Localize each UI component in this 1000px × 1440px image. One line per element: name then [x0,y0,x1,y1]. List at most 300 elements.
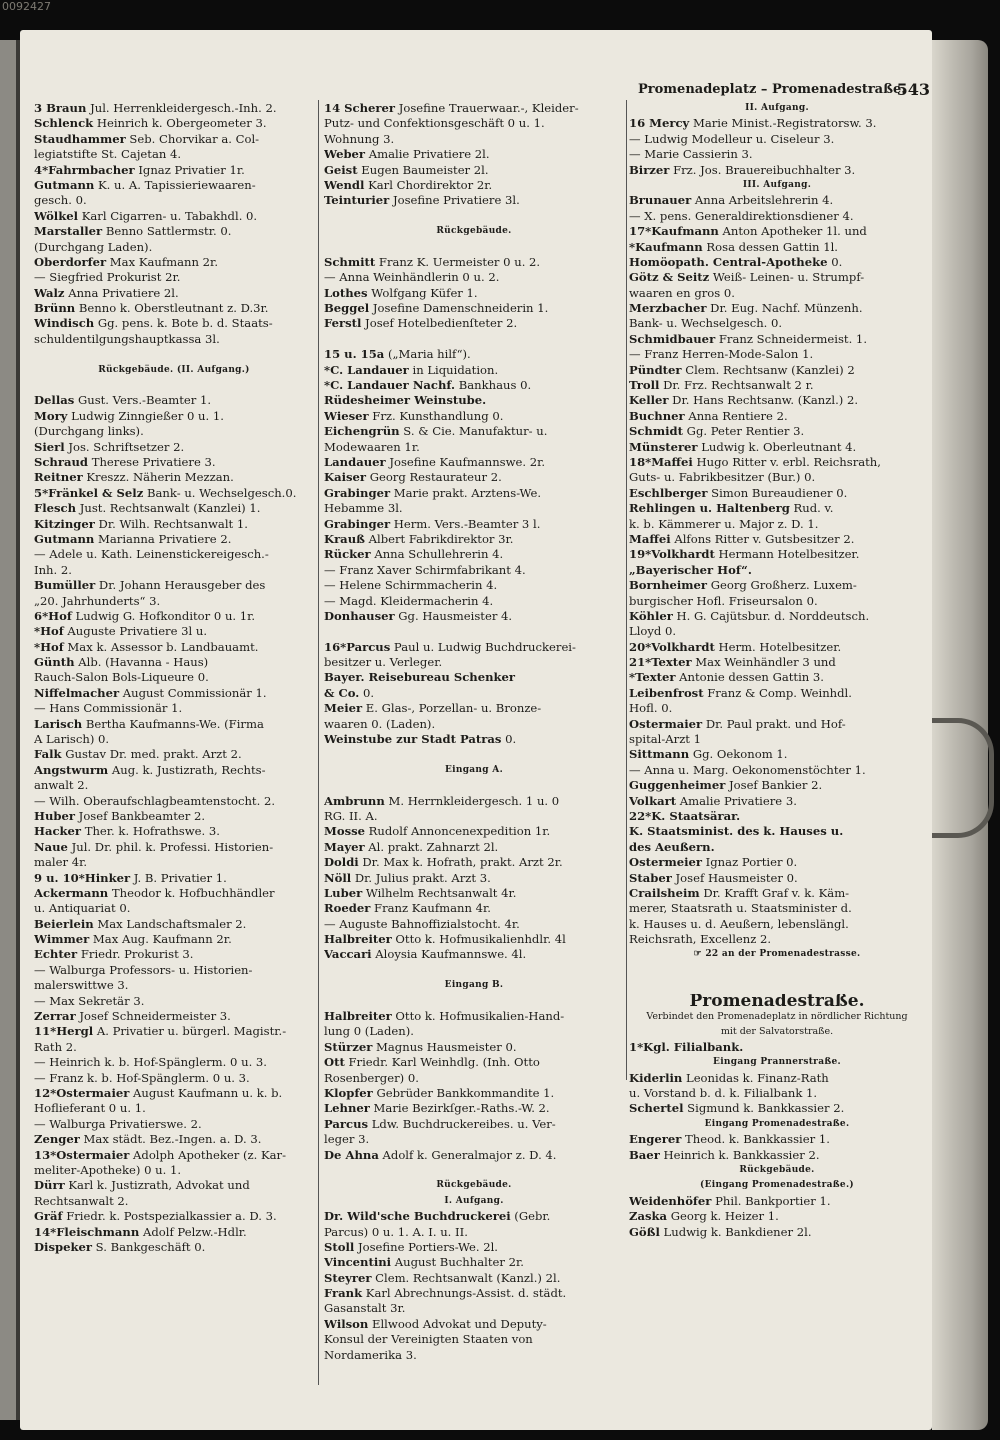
entry-continuation: besitzer u. Verleger. [324,655,443,670]
entry-details: Bankhaus 0. [455,378,532,393]
entry-name: Wieser [324,408,369,423]
entry-name: Birzer [629,162,670,177]
entry-continuation: Inh. 2. [34,562,72,577]
entry-details: Gg. pens. k. Bote b. d. Staats- [94,316,273,331]
entry-name: Mory [34,408,68,423]
directory-entry [629,270,925,285]
directory-entry [324,840,624,855]
entry-details: Josef Hotelbedienſteter 2. [361,316,518,331]
entry-name: Niffelmacher [34,685,120,700]
directory-entry [629,871,925,886]
directory-entry [34,132,314,147]
entry-continuation: — Marie Cassierin 3. [629,147,753,162]
entry-name: Baer [629,1147,660,1162]
entry-continuation: waaren 0. (Laden). [324,716,436,731]
directory-entry [324,486,624,501]
entry-details: Anton Apotheker 1l. und [718,224,867,239]
entry-name: *Hof [34,639,64,654]
directory-entry [324,1148,624,1163]
entry-name: Zaska [629,1209,668,1224]
entry-name: 14*Fleischmann [34,1224,140,1239]
directory-entry [629,255,925,270]
entry-details: Sigmund k. Bankkassier 2. [683,1101,845,1116]
directory-entry [324,517,624,532]
entry-details: Benno Sattlermstr. 0. [102,224,232,239]
entry-details: Karl k. Justizrath, Advokat und [64,1178,250,1193]
entry-name: Brünn [34,301,76,316]
directory-entry [629,840,925,855]
entry-continuation: Rath 2. [34,1039,77,1054]
entry-details: Gebrüder Bankkommandite 1. [372,1086,555,1100]
entry-details: Benno k. Oberstleutnant z. D.3r. [75,301,269,316]
entry-name: Oberdorfer [34,254,107,269]
entry-name: Brunauer [629,193,692,208]
directory-entry [629,717,925,732]
entry-continuation: Parcus) 0 u. 1. A. I. u. II. [324,1224,468,1239]
entry-details: Seb. Chorvikar a. Col- [125,131,260,146]
directory-entry [629,855,925,870]
entry-details: Anna Schullehrerin 4. [370,547,504,562]
directory-entry [34,393,314,408]
entry-details: Ludwig k. Bankdiener 2l. [659,1224,812,1239]
entry-details: Ludwig G. Hofkonditor 0 u. 1r. [71,608,256,623]
entry-name: Schraud [34,454,89,469]
entry-details: Simon Bureaudiener 0. [707,485,848,500]
directory-entry [324,855,624,870]
entry-name: Rehlingen u. Haltenberg [629,501,790,516]
directory-entry [34,763,314,778]
entry-details: Rosa dessen Gattin 1l. [702,239,838,254]
entry-continuation: anwalt 2. [34,778,89,793]
blank-line [324,1163,624,1178]
entry-details: S. & Cie. Manufaktur- u. [399,424,548,439]
entry-details: Auguste Privatiere 3l u. [63,624,208,639]
directory-entry [629,563,925,578]
entry-name: Beggel [324,301,370,316]
entry-details: August Commissionär 1. [119,685,267,700]
directory-entry [324,670,624,685]
entry-details: Amalie Privatiere 3. [676,793,797,808]
directory-entry [324,1117,624,1132]
entry-continuation: Bank- u. Wechselgesch. 0. [629,316,783,331]
entry-continuation: — Franz k. b. Hof-Spänglerm. 0 u. 3. [34,1070,250,1085]
entry-details: Clem. Rechtsanw (Kanzlei) 2 [681,362,855,377]
entry-continuation: Rosenberger) 0. [324,1070,419,1085]
entry-details: Jul. Herrenkleidergesch.-Inh. 2. [86,101,277,115]
directory-entry [34,578,314,593]
directory-entry [324,1209,624,1224]
entry-name: Ott [324,1055,345,1070]
directory-entry [629,532,925,547]
directory-entry [34,163,314,178]
directory-entry [324,1101,624,1116]
entry-details: Theodor k. Hofbuchhändler [108,885,275,900]
entry-continuation: Nordamerika 3. [324,1347,417,1362]
entry-name: Maffei [629,531,671,546]
entry-details: Kreszz. Näherin Mezzan. [82,470,234,485]
entry-name: Bayer. Reisebureau Schenker [324,670,516,685]
blank-line [324,624,624,639]
directory-entry [324,640,624,655]
directory-entry [324,686,624,701]
entry-continuation: — Heinrich k. b. Hof-Spänglerm. 0 u. 3. [34,1055,267,1070]
entry-continuation: lung 0 (Laden). [324,1024,414,1039]
directory-entry [629,886,925,901]
entry-details: August Buchhalter 2r. [391,1255,524,1270]
entry-name: 18*Maffei [629,454,693,469]
directory-entry [324,1271,624,1286]
entry-details: Max k. Assessor b. Landbauamt. [63,639,259,654]
entry-name: Schlenck [34,116,94,131]
directory-entry [34,440,314,455]
directory-entry [34,1240,314,1255]
entry-details: Wolfgang Küfer 1. [367,285,478,300]
entry-continuation: Wohnung 3. [324,131,395,146]
entry-continuation: (Durchgang links). [34,424,144,439]
entry-name: Leibenfrost [629,685,704,700]
blank-line [324,963,624,978]
entry-name: Nöll [324,870,352,885]
entry-name: Homöopath. Central-Apotheke [629,254,828,269]
section-heading: Rückgebäude. [436,226,512,237]
entry-name: Steyrer [324,1270,372,1285]
entry-details: Herm. Vers.-Beamter 3 l. [390,516,541,531]
entry-details: Aloysia Kaufmannswe. 4l. [371,947,527,962]
directory-entry [324,255,624,270]
entry-details: Ignaz Privatier 1r. [134,162,245,177]
section-heading: Eingang Promenadestraße. [704,1118,850,1129]
entry-name: 21*Texter [629,655,692,670]
entry-name: Frank [324,1286,363,1301]
entry-name: Dr. Wild'sche Buchdruckerei [324,1209,511,1224]
entry-name: 22*K. Staatsärar. [629,808,741,823]
entry-name: Wilson [324,1316,369,1331]
entry-name: Engerer [629,1132,682,1147]
directory-entry [34,840,314,855]
entry-name: Beierlein [34,916,94,931]
entry-name: Günth [34,655,75,670]
entry-details: Max Weinhändler 3 und [691,655,836,670]
entry-details: Gg. Hausmeister 4. [394,608,513,623]
entry-name: Mayer [324,839,365,854]
entry-details: Franz Kaufmann 4r. [370,901,491,916]
entry-name: 6*Hof [34,608,72,623]
entry-name: Gutmann [34,177,95,192]
directory-entry [34,609,314,624]
entry-name: Eichengrün [324,424,400,439]
entry-name: Ackermann [34,885,109,900]
entry-details: Herm. Hotelbesitzer. [714,639,842,654]
entry-name: Walz [34,285,65,300]
directory-entry [34,486,314,501]
entry-details: Josefine Trauerwaar.-, Kleider- [395,101,579,115]
directory-entry [34,286,314,301]
entry-name: Troll [629,378,660,393]
entry-name: Teinturier [324,193,390,208]
directory-entry [629,163,925,178]
entry-details: Jul. Dr. phil. k. Professi. Historien- [67,839,274,854]
entry-details: Dr. Hans Rechtsanw. (Kanzl.) 2. [668,393,859,408]
entry-details: Ldw. Buchdruckereibes. u. Ver- [368,1116,556,1131]
directory-entry [324,409,624,424]
entry-name: Luber [324,885,363,900]
directory-entry [629,409,925,424]
directory-entry [34,624,314,639]
directory-entry [34,655,314,670]
section-heading: Rückgebäude. (II. Aufgang.) [98,364,250,375]
entry-details: Bank- u. Wechselgesch.0. [143,485,297,500]
entry-details: Magnus Hausmeister 0. [372,1039,517,1054]
entry-continuation: maler 4r. [34,855,88,870]
entry-details: J. B. Privatier 1. [130,870,227,885]
blank-line [34,347,314,362]
directory-entry [324,363,624,378]
directory-entry [324,532,624,547]
entry-name: Gräf [34,1209,63,1224]
directory-entry [629,240,925,255]
entry-continuation: k. Hauses u. d. Aeußern, lebenslängl. [629,916,849,931]
entry-continuation: Gasanstalt 3r. [324,1301,406,1316]
blank-line [324,332,624,347]
entry-name: Gutmann [34,531,95,546]
directory-entry [34,255,314,270]
entry-details: Georg Großherz. Luxem- [707,578,857,593]
entry-name: Götz & Seitz [629,270,710,285]
entry-continuation: — Ludwig Modelleur u. Ciseleur 3. [629,131,835,146]
entry-details: Antonie dessen Gattin 3. [675,670,824,685]
entry-continuation: — Max Sekretär 3. [34,993,145,1008]
entry-details: August Kaufmann u. k. b. [129,1086,283,1100]
entry-continuation: Modewaaren 1r. [324,439,420,454]
directory-entry [324,1086,624,1101]
entry-details: Marie Bezirkſger.-Raths.-W. 2. [369,1101,550,1116]
entry-details: Ludwig Zinngießer 0 u. 1. [67,408,224,423]
entry-continuation: (Durchgang Laden). [34,239,153,254]
entry-continuation: — Siegfried Prokurist 2r. [34,270,181,285]
entry-name: Hacker [34,824,82,839]
entry-name: Sittmann [629,747,690,762]
directory-entry [324,393,624,408]
entry-name: 19*Volkhardt [629,547,715,562]
entry-name: Rücker [324,547,371,562]
entry-details: 0. [359,685,375,700]
entry-name: Naue [34,839,68,854]
entry-continuation: Guts- u. Fabrikbesitzer (Bur.) 0. [629,470,816,485]
directory-entry [629,1209,925,1224]
entry-name: K. Staatsminist. des k. Hauses u. [629,824,844,839]
entry-details: Friedr. Karl Weinhdlg. (Inh. Otto [344,1055,540,1070]
entry-details: Gg. Oekonom 1. [689,747,788,762]
entry-details: Hermann Hotelbesitzer. [714,547,860,562]
entry-name: Zenger [34,1132,80,1147]
entry-name: Wölkel [34,208,79,223]
directory-entry [629,547,925,562]
directory-entry [324,378,624,393]
directory-entry [629,670,925,685]
section-heading: II. Aufgang. [745,103,809,113]
entry-details: Ellwood Advokat und Deputy- [368,1316,547,1331]
directory-entry [34,747,314,762]
directory-entry [34,886,314,901]
entry-name: Angstwurm [34,762,109,777]
entry-name: 15 u. 15a [324,347,385,362]
directory-entry [629,363,925,378]
street-description: Verbindet den Promenadeplatz in nördlicher Richtung [646,1011,908,1023]
header-title: Promenadeplatz – Promenadestraße. [638,82,906,97]
directory-entry [324,455,624,470]
blank-line [629,963,925,978]
directory-entry [324,101,624,116]
entry-name: 3 Braun [34,101,87,115]
entry-details: Just. Rechtsanwalt (Kanzlei) 1. [76,501,261,516]
entry-name: Dispeker [34,1239,92,1254]
directory-entry [629,332,925,347]
entry-details: Josefine Kaufmannswe. 2r. [385,454,546,469]
entry-details: K. u. A. Tapissieriewaaren- [94,177,256,192]
entry-details: Adolph Apotheker (z. Kar- [129,1147,286,1162]
directory-entry [629,116,925,131]
directory-entry [34,1225,314,1240]
directory-entry [324,1009,624,1024]
entry-details: Max städt. Bez.-Ingen. a. D. 3. [79,1132,262,1147]
entry-details: Heinrich k. Bankkassier 2. [659,1147,820,1162]
entry-details: M. Herrnkleidergesch. 1 u. 0 [384,793,560,808]
section-heading: Eingang A. [444,764,504,775]
entry-name: Eschlberger [629,485,708,500]
entry-details: Josefine Portiers-We. 2l. [354,1239,498,1254]
entry-name: Merzbacher [629,301,707,316]
entry-details: Anna Privatiere 2l. [64,285,179,300]
entry-name: *Texter [629,670,676,685]
directory-entry [34,517,314,532]
entry-name: Crailsheim [629,885,700,900]
entry-details: Wilhelm Rechtsanwalt 4r. [362,885,517,900]
entry-details: Franz K. Uermeister 0 u. 2. [375,254,541,269]
entry-name: Dürr [34,1178,65,1193]
entry-details: Otto k. Hofmusikalien-Hand- [391,1009,565,1024]
directory-entry [34,809,314,824]
directory-entry [324,871,624,886]
entry-name: 13*Ostermaier [34,1147,130,1162]
directory-entry [34,717,314,732]
directory-entry [629,1148,925,1163]
entry-name: Halbreiter [324,932,392,947]
directory-entry [629,1132,925,1147]
entry-continuation: A Larisch) 0. [34,732,110,747]
entry-details: Bertha Kaufmanns-We. (Firma [82,716,264,731]
entry-details: Anna Arbeitslehrerin 4. [691,193,834,208]
entry-details: Dr. Paul prakt. und Hof- [702,716,846,731]
directory-entry [34,824,314,839]
directory-entry [324,947,624,962]
entry-name: 11*Hergl [34,1024,94,1039]
entry-name: De Ahna [324,1147,379,1162]
entry-name: „Bayerischer Hof“. [629,562,752,577]
entry-details: Alfons Ritter v. Gutsbesitzer 2. [670,531,855,546]
entry-name: Bumüller [34,578,96,593]
entry-details: Friedr. Prokurist 3. [77,947,194,962]
directory-entry [324,470,624,485]
entry-name: Ferstl [324,316,362,331]
column-2 [324,101,624,1363]
blank-line [324,747,624,762]
thumb-index-tab [932,718,994,838]
section-heading: Eingang B. [444,980,504,991]
directory-entry [629,1071,925,1086]
running-header [638,80,930,102]
entry-name: Kiderlin [629,1070,683,1085]
entry-continuation: Rechtsanwalt 2. [34,1193,129,1208]
entry-name: Landauer [324,454,386,469]
entry-details: Amalie Privatiere 2l. [365,147,490,162]
directory-entry [34,532,314,547]
entry-name: Lothes [324,285,368,300]
blank-line [324,209,624,224]
entry-name: Schmidt [629,424,683,439]
directory-entry [324,1040,624,1055]
entry-continuation: schuldentilgungshauptkassa 3l. [34,331,220,346]
directory-entry [629,794,925,809]
entry-name: des Aeußern. [629,839,715,854]
entry-name: Stoll [324,1239,355,1254]
entry-details: Frz. Kunsthandlung 0. [368,408,504,423]
directory-entry [34,409,314,424]
directory-entry [34,316,314,331]
entry-name: Pündter [629,362,682,377]
entry-continuation: Hofl. 0. [629,701,673,716]
directory-entry [34,101,314,116]
entry-name: Mosse [324,824,365,839]
entry-name: Marstaller [34,224,103,239]
section-heading: I. Aufgang. [444,1195,504,1206]
directory-entry [34,178,314,193]
entry-continuation: — Anna Weinhändlerin 0 u. 2. [324,270,500,285]
entry-details: Paul u. Ludwig Buchdruckerei- [390,639,576,654]
entry-continuation: meliter-Apotheke) 0 u. 1. [34,1162,182,1177]
entry-details: Leonidas k. Finanz-Rath [682,1070,829,1085]
directory-entry [629,824,925,839]
entry-details: Marie prakt. Arztens-We. [390,485,542,500]
entry-continuation: — Wilh. Oberaufschlagbeamtenstocht. 2. [34,793,276,808]
entry-name: Schertel [629,1101,684,1116]
directory-entry [34,1009,314,1024]
entry-name: 20*Volkhardt [629,639,715,654]
entry-details: Georg Restaurateur 2. [366,470,502,485]
entry-name: 16 Mercy [629,116,690,131]
entry-details: Rud. v. [789,501,834,516]
entry-continuation: — X. pens. Generaldirektionsdiener 4. [629,208,854,223]
entry-continuation: u. Vorstand b. d. k. Filialbank 1. [629,1086,818,1100]
directory-entry [629,640,925,655]
section-heading: (Eingang Promenadestraße.) [700,1180,854,1191]
directory-entry [324,163,624,178]
directory-entry [324,732,624,747]
directory-entry [324,301,624,316]
entry-name: 9 u. 10*Hinker [34,870,131,885]
blank-line [34,378,314,393]
blank-line [629,978,925,993]
entry-details: Georg k. Heizer 1. [667,1209,779,1224]
previous-page-edge [0,40,20,1420]
directory-entry [34,947,314,962]
directory-entry [34,455,314,470]
directory-entry [324,886,624,901]
directory-entry [34,1086,314,1101]
entry-name: Flesch [34,501,77,516]
directory-entry [629,809,925,824]
entry-continuation: Putz- und Confektionsgeschäft 0 u. 1. [324,116,545,131]
entry-details: Josef Schneidermeister 3. [75,1009,231,1024]
